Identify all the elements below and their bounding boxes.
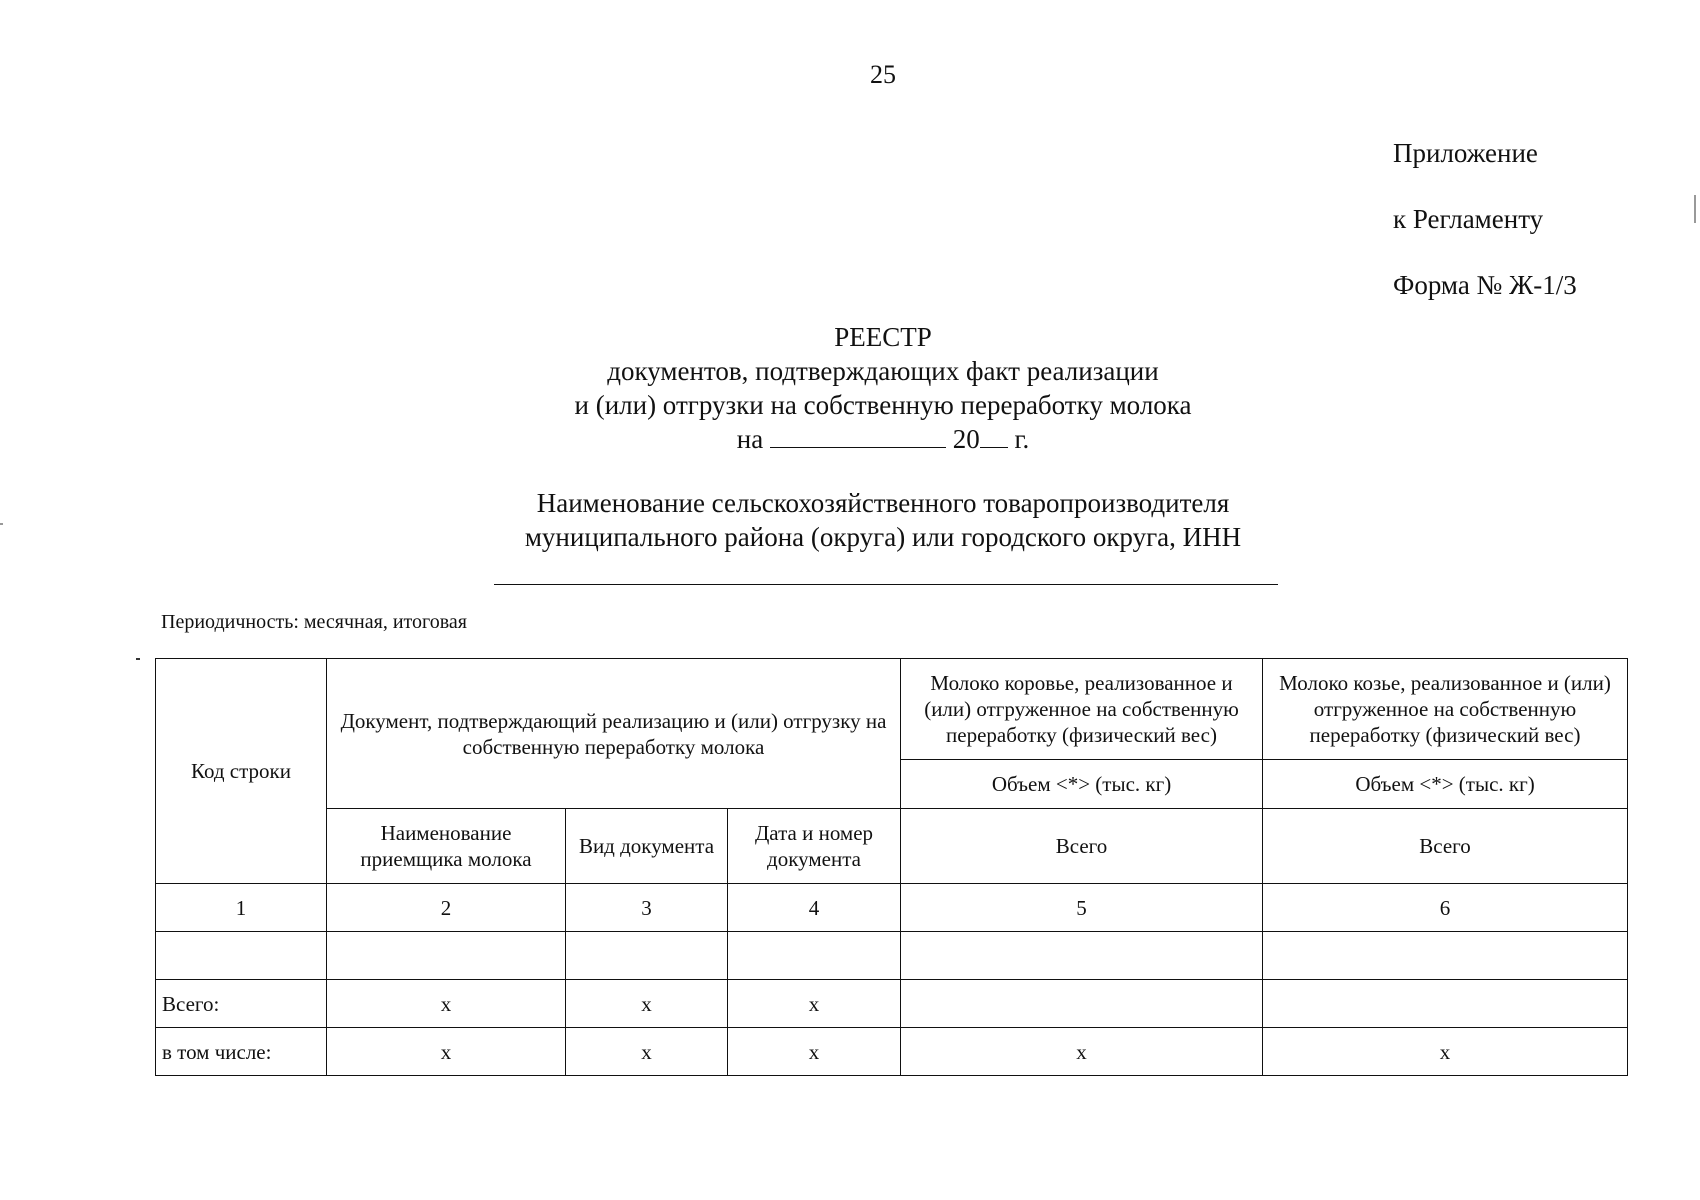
scan-mark-left xyxy=(0,523,3,525)
title-registry: РЕЕСТР xyxy=(834,322,932,352)
scan-mark-right xyxy=(1694,195,1696,223)
empty-data-row xyxy=(156,932,1628,980)
col-number: 6 xyxy=(1263,884,1628,932)
margin-tick xyxy=(136,658,140,660)
producer-underline xyxy=(494,584,1278,585)
date-prefix: на xyxy=(736,424,764,454)
table-cell: x xyxy=(327,980,566,1028)
total-label: Всего: xyxy=(156,980,327,1028)
header-row-1 xyxy=(156,659,1628,760)
page-number: 25 xyxy=(870,60,896,89)
header-document: Документ, подтверждающий реализацию и (или) отгрузку на собственную переработку молока xyxy=(327,659,901,809)
table-cell xyxy=(728,932,901,980)
header-doc-type: Вид документа xyxy=(566,809,728,884)
appendix-block xyxy=(1393,120,1577,318)
header-row-3 xyxy=(156,809,1628,884)
producer-line-1: Наименование сельскохозяйственного товаропроизводителя xyxy=(536,488,1230,518)
col-number: 2 xyxy=(327,884,566,932)
col-number: 1 xyxy=(156,884,327,932)
title-line-3: и (или) отгрузки на собственную переработку молока xyxy=(574,390,1192,420)
header-doc-date: Дата и номер документа xyxy=(728,809,901,884)
including-label: в том числе: xyxy=(156,1028,327,1076)
producer-block xyxy=(0,486,1700,554)
header-volume-goat: Объем <*> (тыс. кг) xyxy=(1263,760,1628,809)
including-row xyxy=(156,1028,1628,1076)
date-year: 20 xyxy=(952,424,980,454)
periodicity: Периодичность: месячная, итоговая xyxy=(161,611,467,633)
appendix-regulation: к Регламенту xyxy=(1393,204,1544,234)
table-cell xyxy=(156,932,327,980)
year-blank-field xyxy=(980,425,1008,448)
header-total-goat: Всего xyxy=(1263,809,1628,884)
header-receiver: Наименование приемщика молока xyxy=(327,809,566,884)
table-cell: x xyxy=(566,980,728,1028)
date-suffix: г. xyxy=(1014,424,1030,454)
table-cell xyxy=(327,932,566,980)
table-cell: x xyxy=(327,1028,566,1076)
column-number-row xyxy=(156,884,1628,932)
table-cell: x xyxy=(728,1028,901,1076)
total-row xyxy=(156,980,1628,1028)
appendix-label: Приложение xyxy=(1393,138,1538,168)
table-cell: x xyxy=(901,1028,1263,1076)
table-cell xyxy=(1263,980,1628,1028)
header-code: Код строки xyxy=(156,659,327,884)
table-cell xyxy=(901,932,1263,980)
table-cell: x xyxy=(1263,1028,1628,1076)
table-cell xyxy=(1263,932,1628,980)
header-volume-cow: Объем <*> (тыс. кг) xyxy=(901,760,1263,809)
header-total-cow: Всего xyxy=(901,809,1263,884)
table-cell xyxy=(901,980,1263,1028)
title-date-line xyxy=(0,422,1700,456)
col-number: 5 xyxy=(901,884,1263,932)
header-goat-milk: Молоко козье, реализованное и (или) отгруженное на собственную переработку (физический вес) xyxy=(1263,659,1628,760)
form-number: Форма № Ж-1/3 xyxy=(1393,270,1577,300)
table-cell: x xyxy=(566,1028,728,1076)
table-cell xyxy=(566,932,728,980)
date-blank-field xyxy=(770,425,946,448)
col-number: 4 xyxy=(728,884,901,932)
registry-table xyxy=(155,658,1628,1076)
title-line-2: документов, подтверждающих факт реализации xyxy=(607,356,1159,386)
col-number: 3 xyxy=(566,884,728,932)
document-title xyxy=(0,320,1700,456)
table-cell: x xyxy=(728,980,901,1028)
producer-line-2: муниципального района (округа) или городского округа, ИНН xyxy=(524,522,1242,552)
header-cow-milk: Молоко коровье, реализованное и (или) отгруженное на собственную переработку (физический вес) xyxy=(901,659,1263,760)
